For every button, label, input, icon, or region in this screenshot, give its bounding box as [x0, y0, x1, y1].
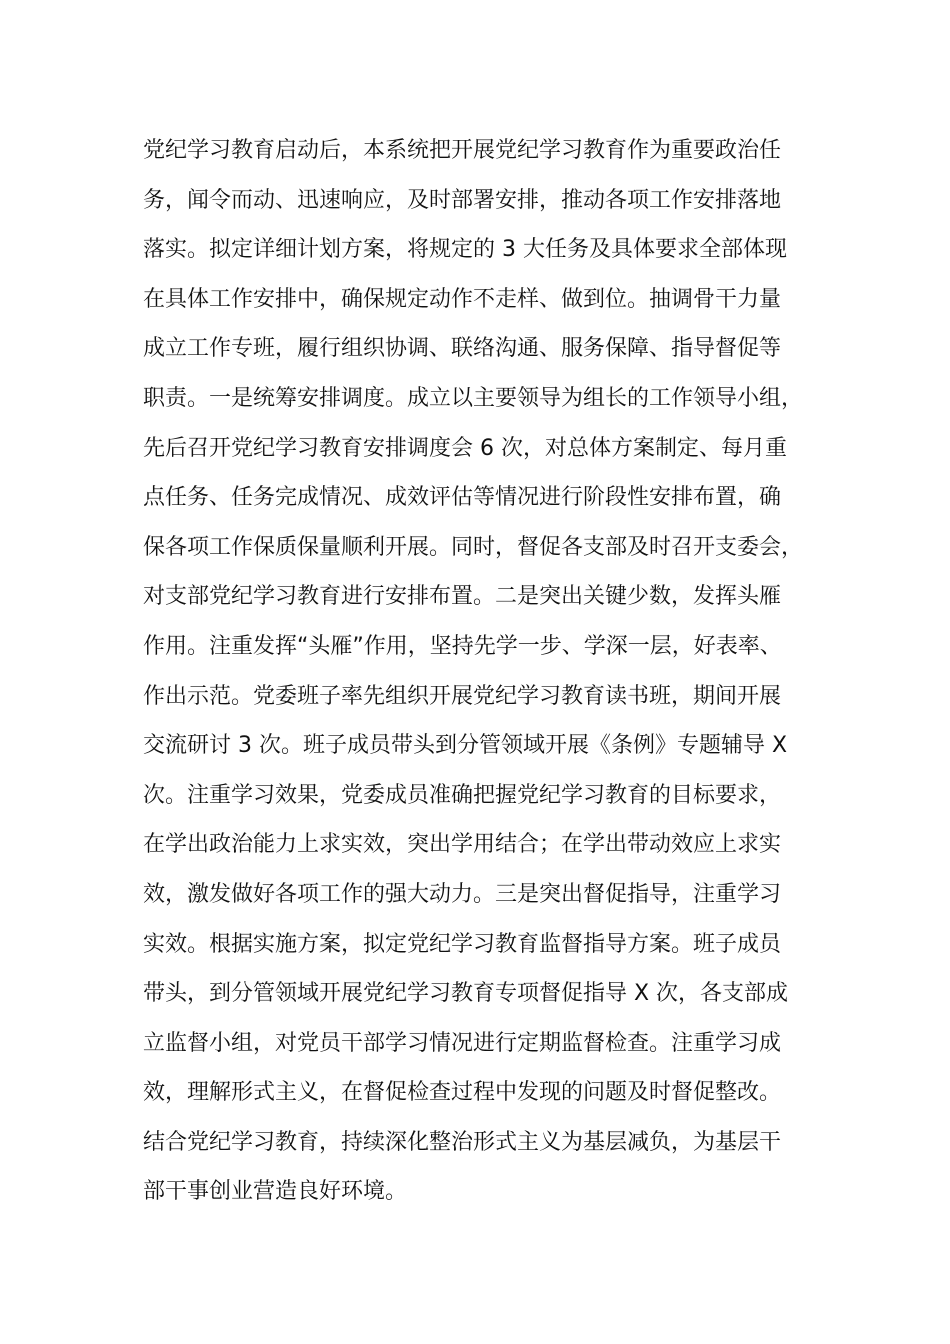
text-line: 作出示范。党委班子率先组织开展党纪学习教育读书班，期间开展	[143, 683, 782, 709]
text-line: 作用。注重发挥“头雁”作用，坚持先学一步、学深一层，好表率、	[143, 633, 782, 659]
text-line: 务，闻令而动、迅速响应，及时部署安排，推动各项工作安排落地	[143, 187, 782, 213]
text-line: 带头，到分管领域开展党纪学习教育专项督促指导 X 次，各支部成	[143, 981, 789, 1007]
text-line: 在学出政治能力上求实效，突出学用结合；在学出带动效应上求实	[143, 832, 782, 858]
text-line: 部干事创业营造良好环境。	[143, 1179, 408, 1205]
text-line: 立监督小组，对党员干部学习情况进行定期监督检查。注重学习成	[143, 1030, 782, 1056]
text-line: 效，理解形式主义，在督促检查过程中发现的问题及时督促整改。	[143, 1080, 782, 1106]
text-line: 成立工作专班，履行组织协调、联络沟通、服务保障、指导督促等	[143, 336, 782, 362]
body-paragraph	[143, 126, 843, 1217]
text-line: 实效。根据实施方案，拟定党纪学习教育监督指导方案。班子成员	[143, 931, 782, 957]
text-line: 交流研讨 3 次。班子成员带头到分管领域开展《条例》专题辅导 X	[143, 733, 788, 759]
text-line: 效，激发做好各项工作的强大动力。三是突出督促指导，注重学习	[143, 881, 782, 907]
text-line: 职责。一是统筹安排调度。成立以主要领导为组长的工作领导小组，	[143, 385, 804, 411]
text-line: 结合党纪学习教育，持续深化整治形式主义为基层减负，为基层干	[143, 1129, 782, 1155]
text-line: 对支部党纪学习教育进行安排布置。二是突出关键少数，发挥头雁	[143, 584, 782, 610]
text-line: 党纪学习教育启动后，本系统把开展党纪学习教育作为重要政治任	[143, 138, 782, 163]
text-line: 在具体工作安排中，确保规定动作不走样、做到位。抽调骨干力量	[143, 286, 782, 312]
text-line: 次。注重学习效果，党委成员准确把握党纪学习教育的目标要求，	[143, 782, 782, 808]
text-line: 保各项工作保质保量顺利开展。同时，督促各支部及时召开支委会，	[143, 534, 804, 560]
text-line: 落实。拟定详细计划方案，将规定的 3 大任务及具体要求全部体现	[143, 237, 787, 263]
text-line: 先后召开党纪学习教育安排调度会 6 次，对总体方案制定、每月重	[143, 435, 787, 461]
text-line: 点任务、任务完成情况、成效评估等情况进行阶段性安排布置，确	[143, 485, 782, 511]
